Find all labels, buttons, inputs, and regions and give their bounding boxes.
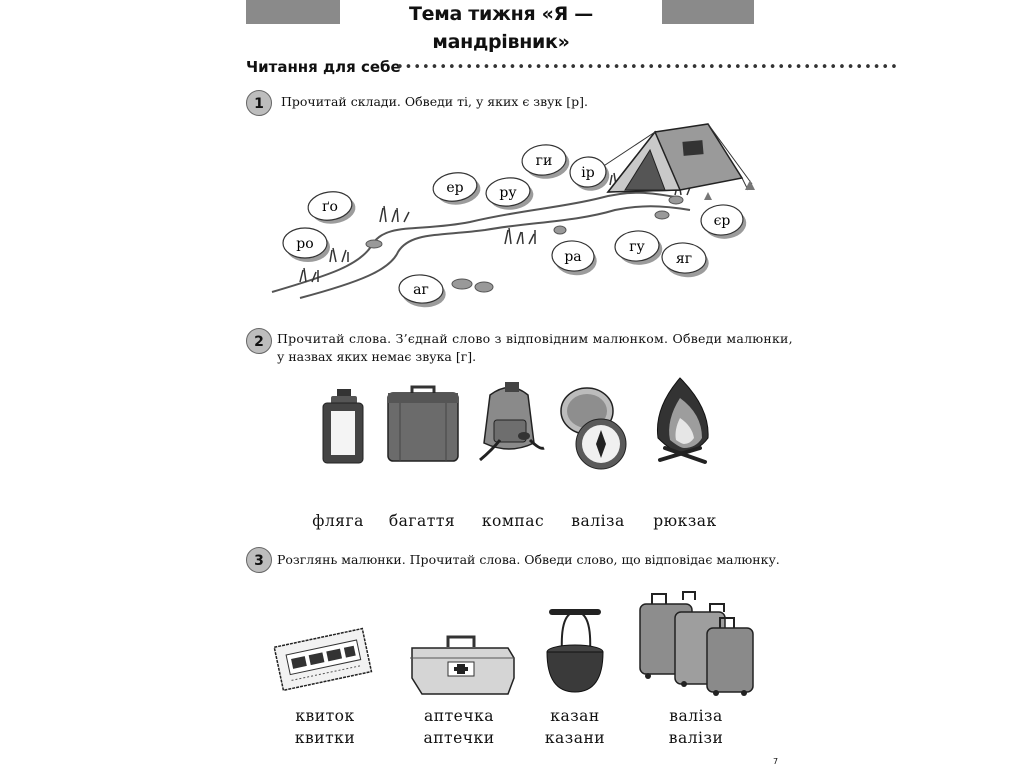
task3-word-4b: валізи: [668, 729, 724, 747]
syllable-text: ги: [535, 153, 553, 169]
syllable-text: ра: [564, 249, 582, 265]
task2-word-1: фляга: [312, 512, 364, 530]
task3-word-4a: валіза: [669, 707, 723, 725]
task2-word-2: багаття: [388, 512, 456, 530]
train-ticket-icon: [274, 629, 371, 691]
task1-number: 1: [246, 90, 272, 116]
task1-instruction: Прочитай склади. Обведи ті, у яких є звук [р].: [281, 94, 589, 109]
task3-word-3b: казани: [544, 729, 606, 747]
syllable-text: ер: [446, 180, 464, 196]
task3-word-2a: аптечка: [424, 707, 494, 725]
syllable-text: гу: [629, 239, 645, 255]
syllable-text: ро: [296, 236, 314, 252]
syllable-text: ру: [499, 185, 517, 201]
syllable-text: яг: [675, 251, 693, 267]
task3-word-3a: казан: [550, 707, 600, 725]
page-title: Тема тижня «Я — мандрівник»: [408, 3, 593, 53]
task2-number: 2: [246, 328, 272, 354]
section-title: Читання для себе: [246, 58, 401, 76]
task2-instruction-line1: Прочитай слова. З’єднай слово з відповідним малюнком. Обведи малюнки,: [277, 331, 793, 346]
syllable-text: ґо: [322, 199, 338, 215]
task3-word-1a: квиток: [295, 707, 355, 725]
task2-word-3: компас: [481, 512, 545, 530]
task3-number: 3: [246, 547, 272, 573]
first-aid-kit-icon: [410, 637, 514, 694]
task2-word-4: валіза: [571, 512, 625, 530]
task3-instruction: Розглянь малюнки. Прочитай слова. Обведи слово, що відповідає малюнку.: [277, 552, 780, 567]
suitcases-icon: [640, 592, 753, 696]
task3-word-1b: квитки: [294, 729, 356, 747]
cauldron-icon: [547, 612, 603, 692]
syllable-text: аг: [413, 282, 429, 298]
task2-instruction-line2: у назвах яких немає звука [г].: [277, 349, 477, 364]
page-number: 7: [773, 757, 779, 766]
section-dots: ••••••••••••••••••••••••••••••••••••••••••••••••••••••••••: [396, 60, 899, 75]
task3-word-2b: аптечки: [423, 729, 495, 747]
task2-word-5: рюкзак: [653, 512, 717, 530]
syllable-text: ір: [581, 165, 595, 181]
syllable-text: єр: [713, 213, 731, 230]
